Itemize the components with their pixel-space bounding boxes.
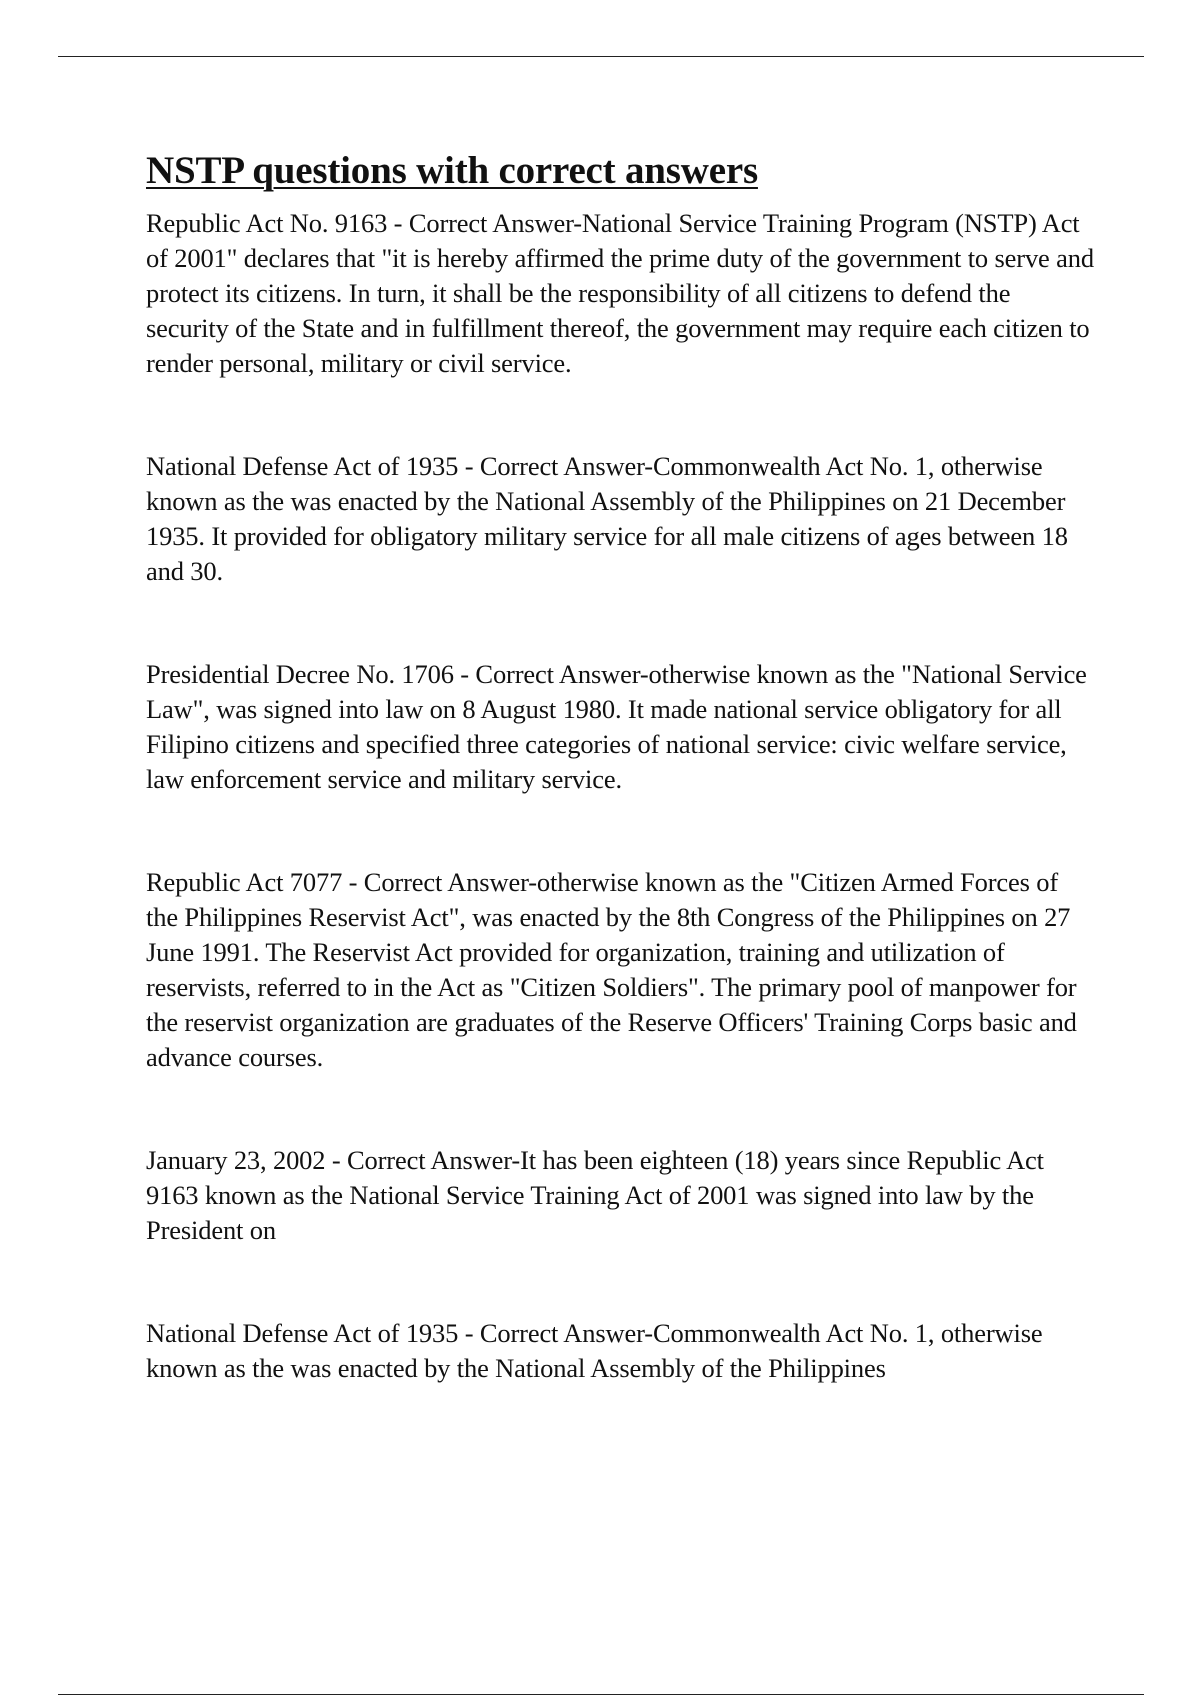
qa-entry-january-23-2002: January 23, 2002 - Correct Answer-It has been eighteen (18) years since Republic Act 9163 known as the National Service Training Act of 2001 was signed into law by the President on <box>146 1145 1044 1245</box>
document-body <box>146 148 1096 1386</box>
qa-entry-ra-7077: Republic Act 7077 - Correct Answer-otherwise known as the "Citizen Armed Forces of the Philippines Reservist Act", was enacted by the 8th Congress of the Philippines on 27 June 1991. The Reservist Act provided for organization, training and utilization of reservists, referred to in the Act as "Citizen Soldiers". The primary pool of manpower for the reservist organization are graduates of the Reserve Officers' Training Corps basic and advance courses. <box>146 867 1077 1072</box>
qa-entry-national-defense-act: National Defense Act of 1935 - Correct Answer-Commonwealth Act No. 1, otherwise known as the was enacted by the National Assembly of the Philippines on 21 December 1935. It provided for obligatory military service for all male citizens of ages between 18 and 30. <box>146 451 1068 586</box>
page-title: NSTP questions with correct answers <box>146 149 758 192</box>
bottom-divider <box>58 1694 1144 1695</box>
qa-entry-pd-1706: Presidential Decree No. 1706 - Correct Answer-otherwise known as the "National Service Law", was signed into law on 8 August 1980. It made national service obligatory for all Filipino citizens and specified three categories of national service: civic welfare service, law enforcement service and military service. <box>146 659 1087 794</box>
qa-entry-ra-9163: Republic Act No. 9163 - Correct Answer-National Service Training Program (NSTP) Act of 2001" declares that "it is hereby affirmed the prime duty of the government to serve and protect its citizens. In turn, it shall be the responsibility of all citizens to defend the security of the State and in fulfillment thereof, the government may require each citizen to render personal, military or civil service. <box>146 208 1094 378</box>
top-divider <box>58 56 1144 57</box>
qa-entry-national-defense-act-repeat: National Defense Act of 1935 - Correct Answer-Commonwealth Act No. 1, otherwise known as the was enacted by the National Assembly of the Philippines <box>146 1318 1043 1383</box>
